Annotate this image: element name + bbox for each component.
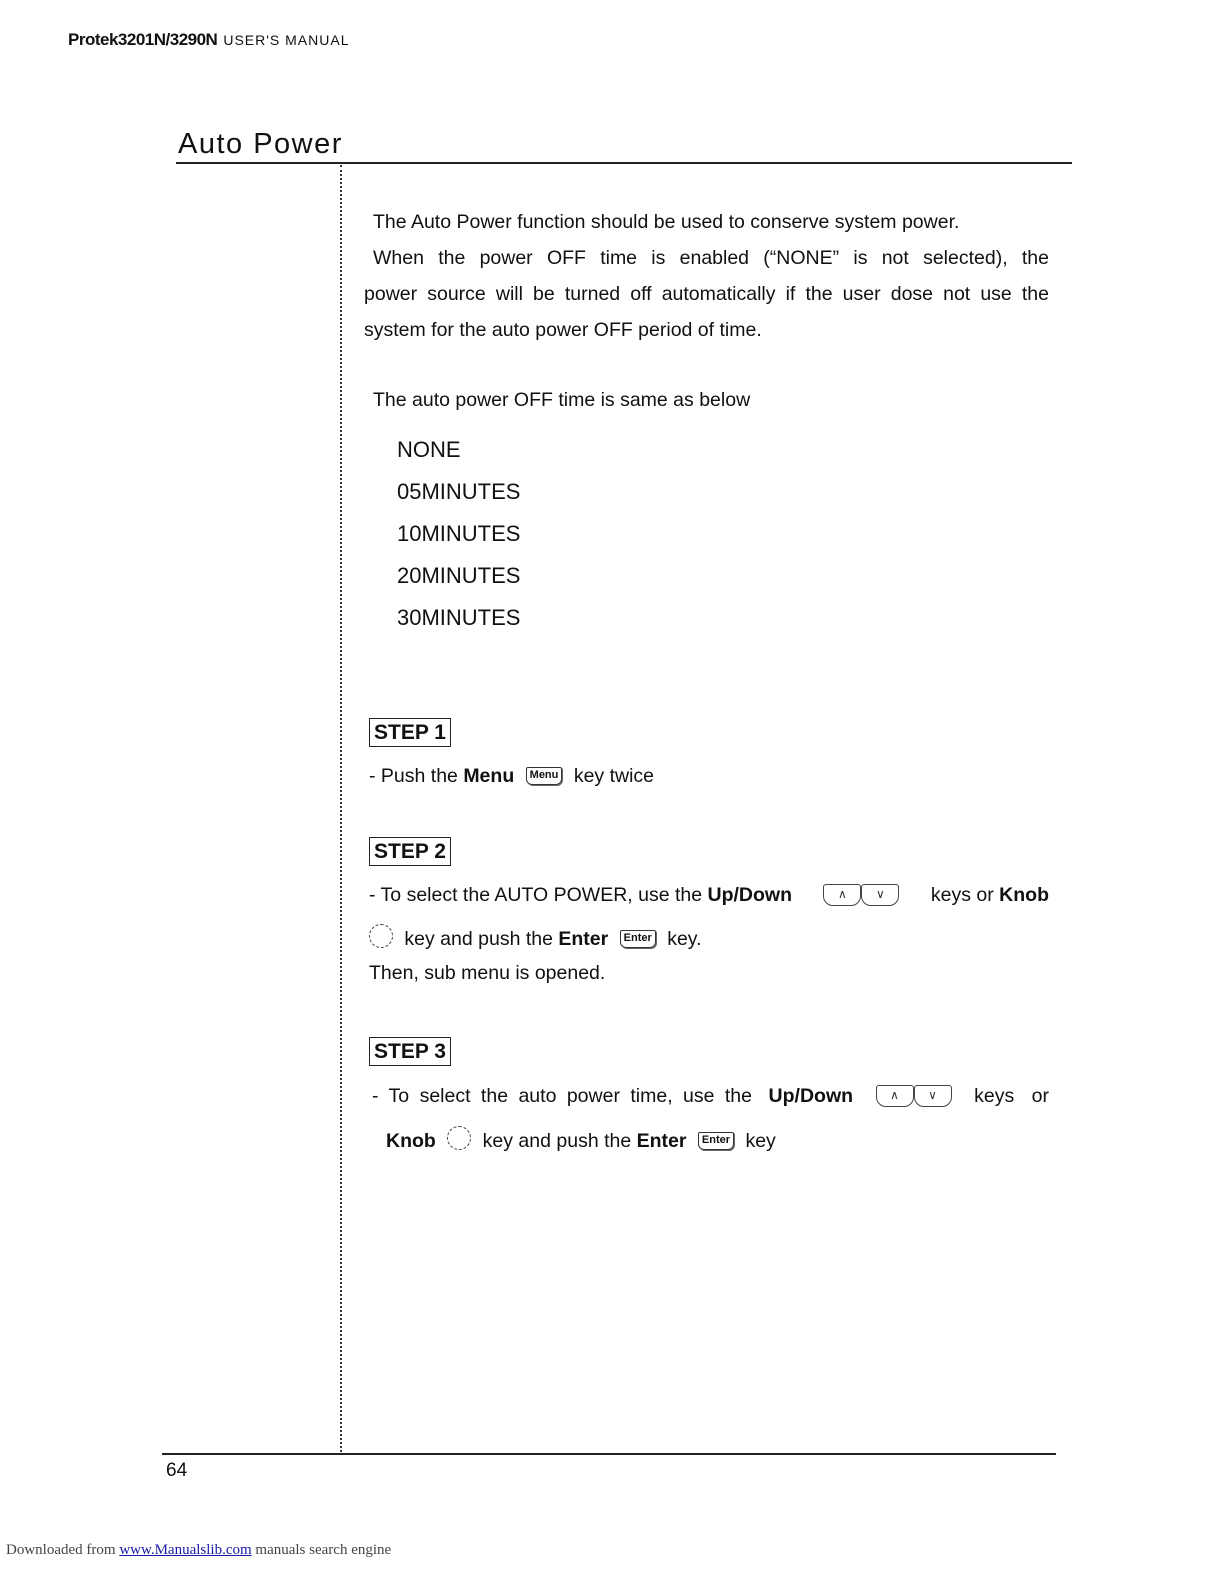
- download-suffix: manuals search engine: [251, 1542, 392, 1558]
- title-underline: [176, 162, 1072, 164]
- down-arrow-icon: ∨: [861, 884, 899, 906]
- step-text: - Push the: [369, 765, 464, 787]
- dotted-margin-line: [340, 165, 342, 1452]
- knob-icon: [447, 1126, 471, 1150]
- knob-icon: [369, 924, 393, 948]
- step-text: [369, 884, 792, 908]
- footer-rule: [162, 1453, 1056, 1455]
- step-bold: Up/Down: [768, 1085, 854, 1107]
- option-item: 05MINUTES: [397, 479, 521, 504]
- step-bold: Up/Down: [707, 884, 792, 906]
- intro-line: power source will be turned off automatically if the user dose not use the: [364, 283, 1049, 305]
- page-title: Auto Power: [178, 128, 343, 160]
- page-number: 64: [166, 1460, 188, 1481]
- step-2-line-2: [369, 924, 702, 951]
- down-arrow-icon: ∨: [914, 1085, 952, 1107]
- intro-line: When the power OFF time is enabled (“NONE” is not selected), the: [373, 247, 1049, 269]
- option-item: 10MINUTES: [397, 521, 521, 546]
- up-down-keys: [823, 884, 899, 908]
- step-text: keys or: [974, 1085, 1049, 1107]
- intro-line: system for the auto power OFF period of time.: [364, 319, 762, 341]
- step-bold: Enter: [558, 928, 609, 950]
- header-subtitle: USER'S MANUAL: [223, 32, 350, 48]
- menu-key-icon: Menu: [526, 767, 563, 785]
- download-prefix: Downloaded from: [6, 1542, 120, 1558]
- intro-line: The Auto Power function should be used to conserve system power.: [373, 211, 960, 233]
- step-3-label: STEP 3: [369, 1037, 451, 1066]
- options-intro: The auto power OFF time is same as below: [373, 389, 751, 411]
- step-1-text: [369, 765, 654, 788]
- step-text: key and push the: [404, 928, 559, 950]
- up-arrow-icon: ∧: [876, 1085, 914, 1107]
- enter-key-icon: Enter: [698, 1132, 734, 1150]
- enter-key-icon: Enter: [620, 930, 656, 948]
- step-text: - To select the auto power time, use the: [372, 1085, 752, 1107]
- step-text: key and push the: [482, 1130, 637, 1152]
- download-credit: [6, 1542, 391, 1559]
- step-2-line-1: [369, 884, 1049, 908]
- option-item: 30MINUTES: [397, 605, 521, 630]
- option-item: NONE: [397, 437, 461, 462]
- step-text: - To select the AUTO POWER, use the: [369, 884, 708, 906]
- step-text: key: [745, 1130, 776, 1152]
- up-arrow-icon: ∧: [823, 884, 861, 906]
- step-bold: Enter: [636, 1130, 687, 1152]
- step-bold: Menu: [463, 765, 515, 787]
- step-text: key twice: [573, 765, 655, 787]
- step-bold: Knob: [999, 884, 1049, 906]
- step-text: key.: [667, 928, 702, 950]
- step-text: keys or: [930, 884, 1000, 906]
- step-2-line-3: Then, sub menu is opened.: [369, 962, 606, 984]
- up-down-keys: [876, 1085, 952, 1109]
- step-bold: Knob: [386, 1130, 436, 1152]
- model-number: 3201N/3290N: [117, 30, 218, 49]
- step-2-label: STEP 2: [369, 837, 451, 866]
- step-3-line-1: [372, 1085, 1049, 1109]
- option-item: 20MINUTES: [397, 563, 521, 588]
- step-3-line-2: [386, 1126, 776, 1153]
- manualslib-link[interactable]: www.Manualslib.com: [119, 1542, 252, 1558]
- step-1-label: STEP 1: [369, 718, 451, 747]
- brand-name: Protek: [68, 30, 118, 49]
- step-text: [931, 884, 1049, 908]
- intro-paragraph: [364, 204, 1049, 348]
- manual-header: [68, 30, 350, 50]
